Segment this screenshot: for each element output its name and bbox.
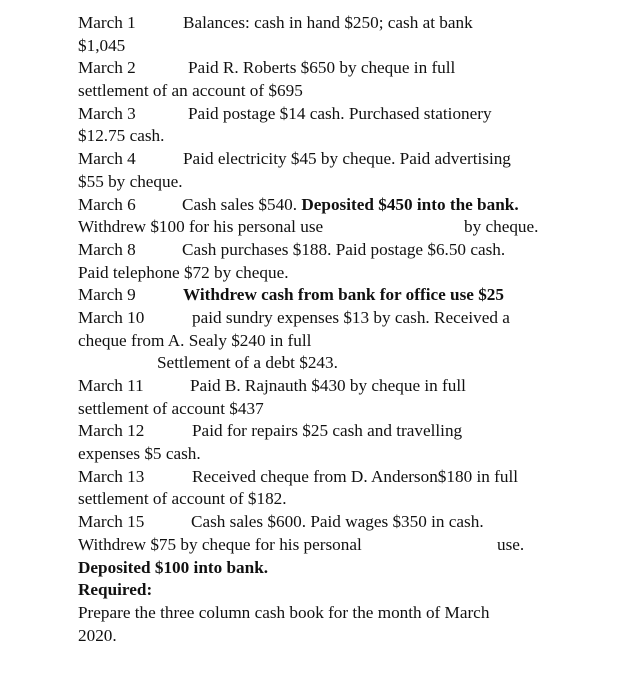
- entry-text: settlement of account $437: [78, 398, 264, 418]
- entry-text: Paid B. Rajnauth $430 by cheque in full: [190, 376, 466, 395]
- entry-text: cheque from A. Sealy $240 in full: [78, 330, 312, 350]
- entry-text: Cash sales $540.: [182, 194, 298, 214]
- required-heading: [78, 579, 578, 602]
- required-heading-text: Required:: [78, 580, 153, 600]
- entry-continuation: [78, 216, 578, 239]
- entry-continuation: [78, 398, 578, 421]
- entry-date: March 8: [78, 239, 136, 259]
- entry-text: Paid for repairs $25 cash and travelling: [192, 421, 463, 441]
- entry-text: Paid electricity $45 by cheque. Paid advertising: [183, 149, 511, 169]
- entry-continuation: [78, 171, 578, 194]
- entry-date: March 15: [78, 512, 145, 532]
- entry-march-12: [78, 420, 578, 443]
- entry-march-15: [78, 511, 578, 534]
- entry-text: Withdrew $100 for his personal use: [78, 217, 324, 237]
- entry-text-bold: Deposited $100 into bank.: [78, 557, 269, 577]
- entry-march-13: [78, 466, 578, 489]
- entry-text: Withdrew $75 by cheque for his personal: [78, 534, 362, 554]
- required-instruction: [78, 602, 578, 625]
- entry-text: Settlement of a debt $243.: [157, 353, 338, 373]
- entry-text: Paid telephone $72 by cheque.: [78, 262, 289, 282]
- entry-continuation: [78, 330, 578, 353]
- entry-text: Paid postage $14 cash. Purchased stationery: [188, 103, 492, 123]
- entry-march-2: [78, 57, 578, 80]
- entry-text: Cash sales $600. Paid wages $350 in cash.: [191, 512, 484, 532]
- entry-text: settlement of account of $182.: [78, 489, 287, 509]
- entry-march-6: [78, 194, 578, 217]
- entry-date: March 13: [78, 466, 145, 486]
- entry-date: March 9: [78, 285, 136, 305]
- entry-continuation: [78, 352, 578, 375]
- entry-march-11: [78, 375, 578, 398]
- entry-date: March 12: [78, 421, 145, 441]
- entry-text: use.: [497, 534, 525, 554]
- required-instruction-continuation: [78, 625, 578, 648]
- entry-march-1: [78, 12, 578, 35]
- entry-text: paid sundry expenses $13 by cash. Received a: [192, 307, 510, 327]
- entry-text: Paid R. Roberts $650 by cheque in full: [188, 58, 456, 78]
- entry-text: Balances: cash in hand $250; cash at bank: [183, 13, 473, 32]
- entry-continuation: [78, 534, 578, 557]
- entry-text-bold: Deposited $450 into the bank.: [301, 194, 519, 214]
- entry-text: $12.75 cash.: [78, 126, 165, 146]
- entry-continuation: [78, 557, 578, 580]
- question-document: [78, 12, 578, 647]
- entry-date: March 10: [78, 307, 145, 327]
- entry-continuation: [78, 443, 578, 466]
- entry-text: settlement of an account of $695: [78, 81, 303, 101]
- entry-text: Received cheque from D. Anderson$180 in full: [192, 466, 518, 486]
- entry-text: Cash purchases $188. Paid postage $6.50 cash.: [182, 239, 506, 259]
- entry-continuation: [78, 488, 578, 511]
- required-instruction-text: Prepare the three column cash book for the month of March: [78, 602, 490, 622]
- entry-text: $1,045: [78, 35, 126, 55]
- entry-march-10: [78, 307, 578, 330]
- required-instruction-text: 2020.: [78, 625, 117, 645]
- entry-march-4: [78, 148, 578, 171]
- entry-continuation: [78, 80, 578, 103]
- entry-continuation: [78, 262, 578, 285]
- entry-continuation: [78, 35, 578, 58]
- entry-date: March 1: [78, 13, 136, 32]
- entry-date: March 6: [78, 194, 136, 214]
- entry-text-bold: Withdrew cash from bank for office use $25: [183, 285, 504, 305]
- entry-march-9: [78, 284, 578, 307]
- entry-text: by cheque.: [464, 217, 539, 237]
- entry-date: March 3: [78, 103, 136, 123]
- entry-date: March 11: [78, 376, 144, 395]
- entry-continuation: [78, 125, 578, 148]
- entry-date: March 2: [78, 58, 136, 78]
- entry-march-3: [78, 103, 578, 126]
- entry-text: expenses $5 cash.: [78, 444, 201, 464]
- entry-march-8: [78, 239, 578, 262]
- entry-text: $55 by cheque.: [78, 171, 183, 191]
- entry-date: March 4: [78, 149, 136, 169]
